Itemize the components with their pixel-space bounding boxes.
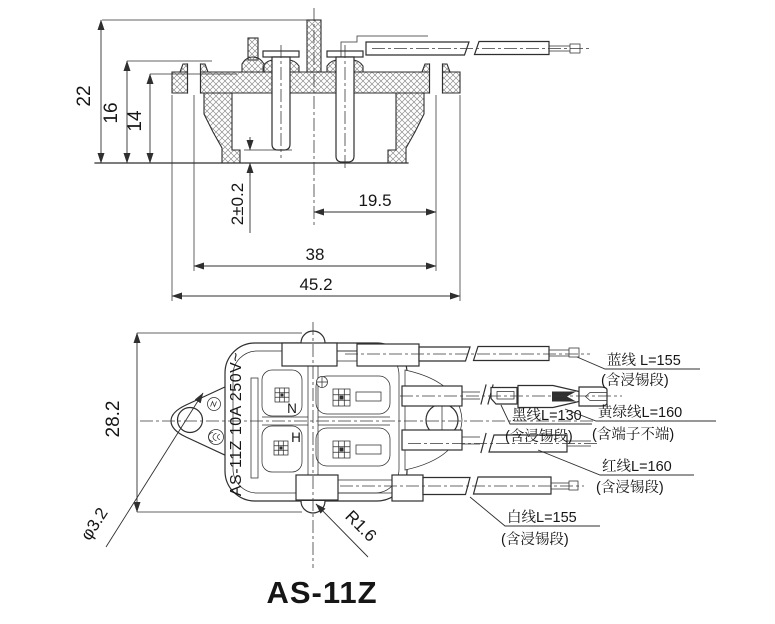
dim-22-label: 22 bbox=[74, 85, 95, 107]
wire-label-white-line1: 白线L=155 bbox=[507, 510, 577, 526]
dim-28-2-label: 28.2 bbox=[103, 400, 124, 438]
wire-label-black-line1: 黑线L=130 bbox=[512, 408, 582, 424]
bottom-view-plan bbox=[77, 322, 716, 568]
wire-label-red-line1: 红线L=160 bbox=[602, 459, 672, 475]
ccc-mark-icon bbox=[209, 430, 224, 445]
wire-label-black-line2: (含浸锡段) bbox=[505, 429, 573, 445]
dim-2-label: 2±0.2 bbox=[228, 182, 247, 226]
screw-icon bbox=[317, 377, 328, 388]
mounting-hole-left bbox=[178, 408, 203, 433]
model-marking: AS-11Z 10A 250V~ bbox=[228, 351, 245, 497]
dim-45-2-label: 45.2 bbox=[299, 275, 333, 294]
wire-label-black bbox=[501, 405, 592, 445]
wire-label-white-line2: (含浸锡段) bbox=[501, 532, 569, 548]
wire-label-yellow-green-line2: (含端子不端) bbox=[592, 427, 675, 443]
wire-label-yellow-green bbox=[565, 403, 716, 443]
wire-label-red-line2: (含浸锡段) bbox=[596, 480, 664, 496]
terminal-h-label: H bbox=[291, 430, 301, 445]
dim-38-label: 38 bbox=[305, 245, 325, 264]
top-view-wire bbox=[341, 36, 592, 57]
dim-14-label: 14 bbox=[125, 110, 146, 132]
dim-16-label: 16 bbox=[101, 102, 122, 124]
wire-label-blue bbox=[577, 351, 700, 389]
wire-label-blue-line1: 蓝线 L=155 bbox=[607, 353, 681, 369]
top-view-section bbox=[74, 8, 592, 301]
cert-mark-icon bbox=[208, 398, 221, 411]
mounting-ear-right bbox=[405, 370, 462, 470]
wire-label-yellow-green-line1: 黄绿线L=160 bbox=[598, 405, 683, 421]
radius-label: R1.6 bbox=[341, 506, 381, 546]
drawing-title: AS-11Z bbox=[266, 575, 378, 610]
dim-19-5-label: 19.5 bbox=[358, 191, 392, 210]
wire-label-white bbox=[470, 497, 600, 548]
spade-terminal bbox=[518, 386, 579, 408]
terminal-n-label: N bbox=[287, 401, 297, 416]
hole-dia-label: φ3.2 bbox=[76, 504, 112, 544]
wire-label-blue-line2: (含浸锡段) bbox=[601, 373, 669, 389]
